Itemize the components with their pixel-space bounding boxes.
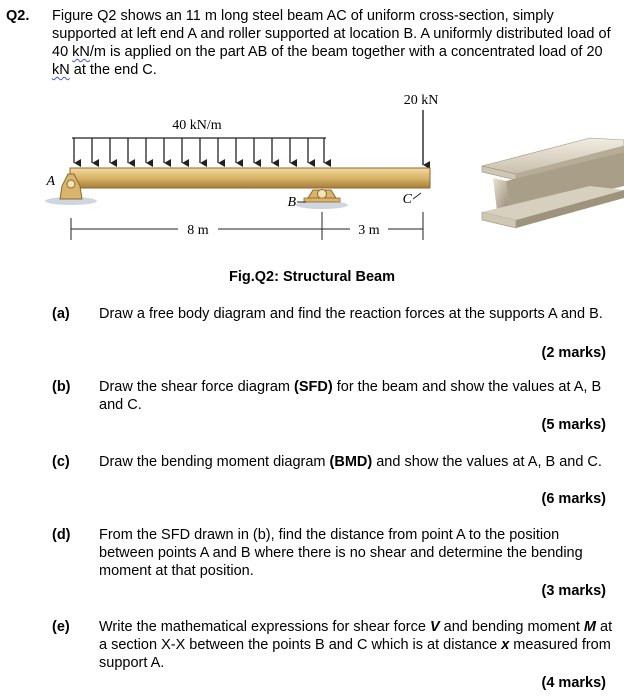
part-e-text-1: Write the mathematical expressions for shear force [99,619,430,635]
intro-text-1: Figure Q2 shows an 11 m long steel beam AC of uniform cross-section, simply supported at left end A and roller supported at location B. A uniformly distributed load of 40 [52,8,611,60]
point-load-label: 20 kN [403,93,439,108]
part-c-text-1: Draw the bending moment diagram [99,454,330,470]
label-c: C [402,192,412,207]
dim-ab-label: 8 m [187,223,209,238]
label-c-leader [413,193,421,199]
part-b-marks: (5 marks) [541,417,606,433]
part-e-label: (e) [52,619,70,635]
part-e-v: V [429,619,440,635]
part-d-label: (d) [52,527,71,543]
part-b-text [99,378,614,414]
part-c-text [99,453,614,471]
part-b-sfd: (SFD) [294,379,333,395]
label-a: A [46,174,55,189]
part-c-label: (c) [52,454,70,470]
figure-caption: Fig.Q2: Structural Beam [229,269,395,285]
question-number: Q2. [6,8,30,24]
intro-text-2: /m is applied on the part AB of the beam together with a concentrated load of 20 [89,44,603,60]
part-a-text: Draw a free body diagram and find the reaction forces at the supports A and B. [99,306,603,322]
part-b-label: (b) [52,379,71,395]
part-e-text-2: and bending moment [439,619,584,635]
part-b-text-2: for the beam and show the values at A, B and C. [99,379,602,413]
part-c-text-2: and show the values at A, B and C. [372,454,602,470]
part-e-text [99,618,614,672]
i-beam-illustration [482,138,624,228]
part-e-x: x [501,637,510,653]
part-e-m: M [583,619,597,635]
part-b-text-1: Draw the shear force diagram [99,379,295,395]
part-d-text: From the SFD drawn in (b), find the distance from point A to the position between points A and B where there is no shear and determine the bending moment at that position. [99,527,583,579]
structural-beam-figure [0,80,624,260]
roller-support-b [296,190,348,210]
part-e-text-3: at a section X-X between the points B and C which is at distance [99,619,613,653]
part-c-bmd: (BMD) [329,454,373,470]
udl-arrows [74,138,324,163]
intro-text-3: at the end C. [69,62,157,78]
intro-unit-kn-1: kN [72,44,90,60]
part-a-label: (a) [52,306,70,322]
label-b: B [287,195,296,210]
part-c-marks: (6 marks) [541,491,606,507]
part-e-marks: (4 marks) [541,675,606,691]
beam [70,168,430,188]
question-intro [52,7,612,79]
dim-bc-label: 3 m [358,223,380,238]
udl-label: 40 kN/m [172,118,222,133]
part-e-text-4: measured from support A. [99,637,611,671]
part-d-marks: (3 marks) [541,583,606,599]
part-a-marks: (2 marks) [541,345,606,361]
intro-unit-kn-2: kN [52,62,70,78]
